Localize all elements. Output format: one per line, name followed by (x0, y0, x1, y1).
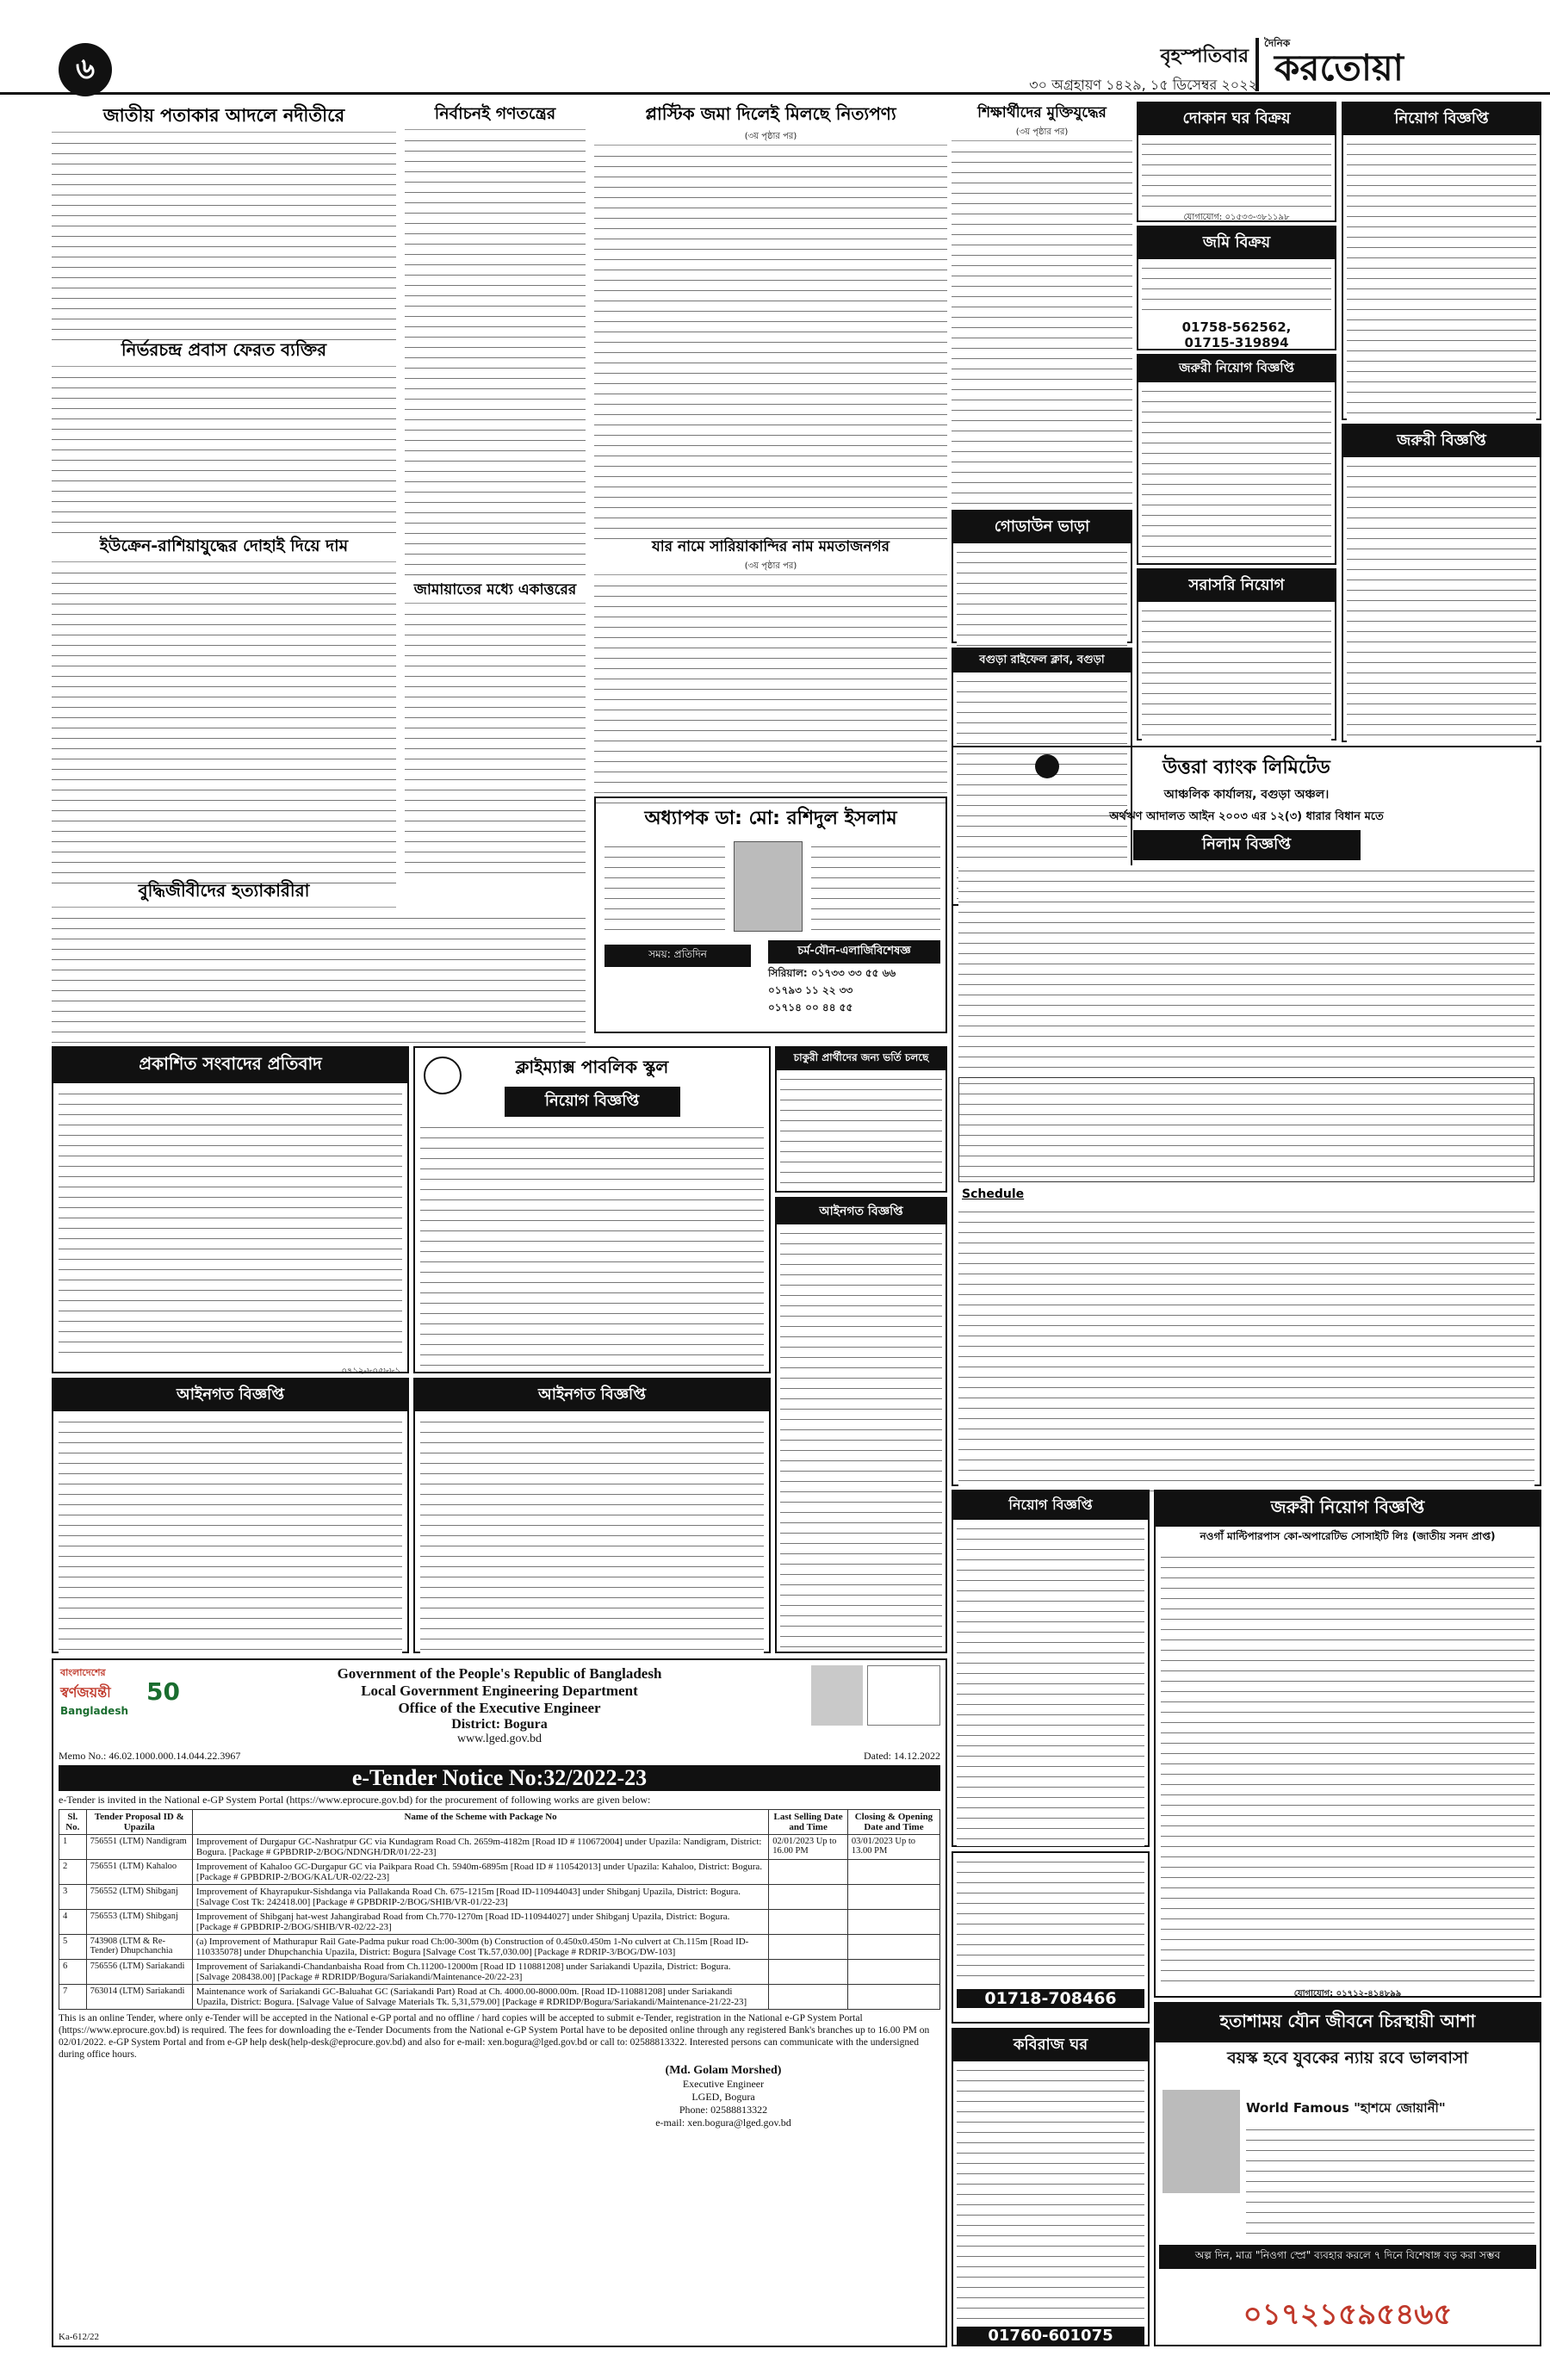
doctor-photo (734, 841, 803, 932)
legal-notice-1 (52, 1378, 409, 1653)
bank-intro (958, 865, 1534, 1072)
tender-cell (769, 1985, 848, 2010)
ad-promise: অল্প দিন, মাত্র "নিওগা স্প্রে" ব্যবহার করলে ৭ দিনে বিশেষাঙ্গ বড় করা সম্ভব (1159, 2245, 1536, 2269)
tender-cell (847, 1985, 939, 2010)
school-logo-icon (424, 1057, 462, 1094)
tender-cell: 3 (59, 1885, 87, 1910)
tender-cell: 02/01/2023 Up to 16.00 PM (769, 1835, 848, 1860)
sexual-health-ad (1154, 2002, 1541, 2346)
ad-body (1142, 386, 1331, 562)
article-title: বুদ্ধিজীবীদের হত্যাকারীরা (52, 878, 396, 908)
tender-cell: Improvement of Shibganj hat-west Jahangirabad Road from Ch.770-1270m [Road ID-110944027] under Shibganj Upazila, District: Bogura. [Package # GPBDRIP-2/BOG/SHIB/VR-02/22-23] (192, 1910, 768, 1935)
ad-phone: ০৭১২-৮০৫৮৮১ (341, 1367, 400, 1376)
masthead-brand-small: দৈনিক (1264, 37, 1291, 49)
bank-schedule-title: Schedule (962, 1187, 1025, 1201)
tender-district: District: Bogura (451, 1717, 548, 1732)
urgent-notice-ad (1342, 424, 1541, 742)
article-body (952, 146, 1132, 518)
tender-cell (847, 1885, 939, 1910)
article-body (52, 567, 396, 886)
article-title: নির্ভরচন্দ্র প্রবাস ফেরত ব্যক্তির (52, 338, 396, 367)
tender-row (59, 1985, 940, 2010)
article-intellectuals (52, 878, 586, 1042)
tender-cell: 763014 (LTM) Sariakandi (86, 1985, 192, 2010)
tender-cell: 756556 (LTM) Sariakandi (86, 1960, 192, 1985)
article-sub: (৩য় পৃষ্ঠার পর) (594, 560, 947, 575)
tender-cell: 756551 (LTM) Kahaloo (86, 1860, 192, 1885)
ad-body (957, 547, 1127, 646)
article-title: ইউক্রেন-রাশিয়াযুদ্ধের দোহাই দিয়ে দাম (52, 534, 396, 562)
shop-sale-ad (1137, 102, 1336, 222)
doctor-phone-3: ০১৭১৪ ০০ ৪৪ ৫৫ (768, 1001, 853, 1013)
article-ukraine-war (52, 534, 396, 878)
ad-sub: বয়স্ক হবে যুবকের ন্যায় রবে ভালবাসা (1227, 2048, 1468, 2067)
bank-notice-title: নিলাম বিজ্ঞপ্তি (1133, 830, 1361, 860)
tender-cell: 743908 (LTM & Re-Tender) Dhupchanchia (86, 1935, 192, 1960)
ad-phone-1: 01758-562562, (1181, 319, 1292, 335)
tender-gov-2: Local Government Engineering Department (361, 1683, 638, 1699)
ad-body (1347, 461, 1536, 745)
protest-notice (52, 1046, 409, 1376)
ad-title: নিয়োগ বিজ্ঞপ্তি (1343, 103, 1540, 135)
ad-title: দোকান ঘর বিক্রয় (1138, 103, 1335, 135)
masthead-day: বৃহস্পতিবার (1160, 46, 1249, 67)
ad-title: জমি বিক্রয় (1138, 227, 1335, 259)
article-body (594, 580, 947, 806)
tender-site[interactable]: www.lged.gov.bd (456, 1732, 542, 1745)
ad-title: আইনগত বিজ্ঞপ্তি (415, 1379, 769, 1411)
ad-title: নিয়োগ বিজ্ঞপ্তি (953, 1491, 1148, 1520)
tender-cell: 5 (59, 1935, 87, 1960)
tender-cell: Improvement of Durgapur GC-Nashratpur GC via Kundagram Road Ch. 2659m-4182m [Road ID # 110672004] under Upazila: Nandigram, District: Bogura. [Package # GPBDRIP-2/BOG/NDNGH/DR/01/22-23] (192, 1835, 768, 1860)
ad-title: প্রকাশিত সংবাদের প্রতিবাদ (53, 1048, 407, 1083)
article-momtaz-nagar (594, 536, 947, 794)
tender-cell (847, 1960, 939, 1985)
tender-row (59, 1960, 940, 1985)
ad-body (1142, 605, 1331, 743)
article-sub: (৩য় পৃষ্ঠার পর) (594, 130, 947, 146)
ad-title: চাকুরী প্রার্থীদের জন্য ভর্তি চলছে (777, 1048, 946, 1070)
tender-memo: Memo No.: 46.02.1000.000.14.044.22.3967 (59, 1750, 241, 1762)
ad-phone: যোগাযোগ: ০১৫৩৩-৩৮১১৯৮ (1183, 213, 1290, 222)
tender-cell: Improvement of Kahaloo GC-Durgapur GC via Paikpara Road Ch. 5940m-6895m [Road ID # 110542013] under Upazila: Kahaloo, District: Bogura. [Package # GPBDRIP-2/BOG/KAL/UR-02/22-23] (192, 1860, 768, 1885)
tender-cell: 756553 (LTM) Shibganj (86, 1910, 192, 1935)
tender-cell (769, 1935, 848, 1960)
ad-body (1142, 263, 1331, 316)
ad-body (59, 1416, 402, 1658)
ad-phone-2: 01715-319894 (1184, 335, 1289, 350)
tender-cell: 7 (59, 1985, 87, 2010)
bank-schedule (958, 1206, 1534, 1499)
tender-col-header: Sl. No. (59, 1810, 87, 1835)
legal-notice-2 (413, 1378, 771, 1653)
urgent-job-ad (1137, 354, 1336, 565)
tender-col-header: Name of the Scheme with Package No (192, 1810, 768, 1835)
article-body (52, 372, 396, 540)
tender-table (59, 1809, 940, 2010)
doctor-phones (768, 966, 940, 1018)
tender-cell (769, 1910, 848, 1935)
direct-job-ad (1137, 568, 1336, 741)
doctor-ad (594, 796, 947, 1033)
godown-ad (952, 510, 1132, 643)
article-body (52, 913, 586, 1051)
article-title: যার নামে সারিয়াকান্দির নাম মমতাজনগর (651, 538, 890, 555)
tender-cell: 756552 (LTM) Shibganj (86, 1885, 192, 1910)
ad-body (1161, 1552, 1534, 1982)
tender-cell: Improvement of Khayrapukur-Sishdanga via Pallakanda Road Ch. 675-1215m [Road ID-110944043] under Shibganj Upazila, District: Bogura. [Salvage Cost Tk: 242418.00] [Package # GPBDRIP-2/BOG/SHIB/VR-01/22-23] (192, 1885, 768, 1910)
tender-signer-phone: Phone: 02588813322 (679, 2104, 768, 2116)
logo-number: 50 (146, 1677, 180, 1706)
tender-cell: Improvement of Sariakandi-Chandanbaisha Road from Ch.11200-12000m [Road ID 110881208] under Sariakandi Upazila, District: Bogura. [Salvage 208438.00] [Package # RDRIDP/Bogura/Sariakandi/Maintenance-20/22-23] (192, 1960, 768, 1985)
tender-cell (769, 1860, 848, 1885)
article-sub: (৩য় পৃষ্ঠার পর) (952, 126, 1132, 141)
herbal-ad (952, 1851, 1150, 2024)
tender-cell: 6 (59, 1960, 87, 1985)
ad-body (780, 1074, 942, 1186)
article-body (52, 138, 396, 344)
ad-body (957, 2065, 1144, 2323)
naogaon-job-notice (952, 1490, 1150, 1847)
article-title: জামায়াতের মধ্যে একাত্তরের (405, 579, 586, 604)
coop-job-notice (1154, 1490, 1541, 1998)
ad-phone: 01760-601075 (957, 2327, 1144, 2345)
logo-line-3: Bangladesh (60, 1705, 129, 1717)
doctor-details (604, 841, 725, 936)
article-title: নির্বাচনই গণতন্ত্রের (405, 102, 586, 130)
ad-title: জরুরী বিজ্ঞপ্তি (1343, 425, 1540, 457)
tender-row (59, 1885, 940, 1910)
tender-cell: 1 (59, 1835, 87, 1860)
ad-title: সরাসরি নিয়োগ (1138, 570, 1335, 602)
tender-signer-title: Executive Engineer (682, 2078, 765, 2090)
tender-ref: Ka-612/22 (59, 2332, 100, 2342)
doctor-phone-1: সিরিয়াল: ০১৭৩৩ ৩৩ ৫৫ ৬৬ (768, 967, 896, 979)
school-notice: নিয়োগ বিজ্ঞপ্তি (505, 1087, 680, 1117)
ad-title: হতাশাময় যৌন জীবনে চিরস্থায়ী আশা (1156, 2004, 1540, 2042)
ad-title: বগুড়া রাইফেল ক্লাব, বগুড়া (953, 649, 1131, 672)
ad-title: আইনগত বিজ্ঞপ্তি (53, 1379, 407, 1411)
article-expatriate (52, 338, 396, 531)
tender-signer: (Md. Golam Morshed) (665, 2064, 782, 2077)
article-body (405, 609, 586, 880)
bank-law: অর্থঋণ আদালত আইন ২০০৩ এর ১২(৩) ধারার বিধান মতে (1109, 810, 1384, 823)
bank-auction-notice (952, 746, 1541, 1486)
article-students (952, 102, 1132, 506)
tender-signer-email: e-mail: xen.bogura@lged.gov.bd (655, 2117, 791, 2129)
ad-body (420, 1122, 764, 1372)
masthead-date: ৩০ অগ্রহায়ণ ১৪২৯, ১৫ ডিসেম্বর ২০২২ (1029, 77, 1257, 93)
ad-title: গোডাউন ভাড়া (953, 511, 1131, 543)
mujib-logo-icon (867, 1665, 940, 1726)
tender-title: e-Tender Notice No:32/2022-23 (59, 1765, 940, 1791)
tender-footer: This is an online Tender, where only e-Tender will be accepted in the National e-GP portal and no offline / hard copies will be accepted to submit e-Tender, registration in the National e-GP System Portal (https://www.eprocure.gov.bd) is required. The fees for downloading the e-Tender Documents from the National e-GP System Portal have to be deposited online through any registered Bank's branches up to 16.00 PM on 02/01/2022. e-GP System Portal and from e-GP help desk(help-desk@eprocure.gov.bd) and also for e-mail: xen.bogura@lged.gov.bd or call to: 02588813322. Interested persons can communicate with the undersigned during office hours. (59, 2013, 930, 2060)
ad-title: কবিরাজ ঘর (953, 2030, 1148, 2061)
logo-line-1: বাংলাদেশের (60, 1667, 106, 1678)
ad-body (420, 1416, 764, 1658)
ad-body (1142, 139, 1331, 208)
ad-phone: 01718-708466 (957, 1989, 1144, 2008)
ad-body (957, 1856, 1144, 1986)
article-body (594, 151, 947, 549)
tender-cell (847, 1910, 939, 1935)
tender-intro: e-Tender is invited in the National e-GP System Portal (https://www.eprocure.gov.bd) for the procurement of following works are given below: (59, 1794, 651, 1806)
ad-title: জরুরী নিয়োগ বিজ্ঞপ্তি (1138, 356, 1335, 382)
ad-product: World Famous "হাশমে জোয়ানী" (1246, 2100, 1446, 2116)
tender-row (59, 1910, 940, 1935)
page-number-badge: ৬ (59, 43, 112, 96)
tender-cell: 2 (59, 1860, 87, 1885)
bank-name: উত্তরা ব্যাংক লিমিটেড (1162, 757, 1330, 778)
logo-line-2: স্বর্ণজয়ন্তী (60, 1684, 111, 1701)
ad-body (1246, 2124, 1534, 2236)
ad-title: আইনগত বিজ্ঞপ্তি (777, 1199, 946, 1224)
ad-body (957, 1523, 1144, 1846)
article-body (405, 135, 586, 583)
tender-row (59, 1935, 940, 1960)
bank-table (958, 1077, 1534, 1182)
doctor-time: সময়: প্রতিদিন (604, 945, 751, 967)
tender-row (59, 1860, 940, 1885)
tender-row (59, 1835, 940, 1860)
tender-col-header: Last Selling Date and Time (769, 1810, 848, 1835)
tender-cell (769, 1960, 848, 1985)
coop-sub: নওগাঁ মাল্টিপারপাস কো-অপারেটিভ সোসাইটি লিঃ (জাতীয় সনদ প্রাপ্ত) (1200, 1530, 1496, 1542)
tender-gov-1: Government of the People's Republic of Bangladesh (337, 1665, 662, 1682)
masthead (0, 0, 1550, 95)
article-national-flag (52, 102, 396, 334)
bank-logo-icon (1035, 754, 1059, 778)
e-tender-notice (52, 1658, 947, 2347)
ad-title: জরুরী নিয়োগ বিজ্ঞপ্তি (1156, 1491, 1540, 1527)
article-jamaat (405, 579, 586, 876)
ad-body (1347, 139, 1536, 423)
tender-col-header: Tender Proposal ID & Upazila (86, 1810, 192, 1835)
doctor-specialty: চর্ম-যৌন-এলার্জিবিশেষজ্ঞ (768, 940, 940, 964)
article-election (405, 102, 586, 575)
ad-phone: ০১৭২১৫৯৫৪৬৫ (1243, 2297, 1453, 2332)
tender-col-header: Closing & Opening Date and Time (847, 1810, 939, 1835)
ad-body (59, 1088, 402, 1360)
ad-body (780, 1228, 942, 1650)
golden-jubilee-logo (60, 1665, 189, 1726)
article-plastic (594, 102, 947, 532)
tender-cell: 756551 (LTM) Nandigram (86, 1835, 192, 1860)
article-title: প্লাস্টিক জমা দিলেই মিলছে নিত্যপণ্য (645, 103, 896, 124)
masthead-brand: করতোয়া (1274, 46, 1404, 89)
tender-cell (847, 1935, 939, 1960)
ad-phone: যোগাযোগ: ০১৭১২-৪১৪৮৯৯ (1293, 1989, 1402, 1999)
doctor-photo (1162, 2090, 1240, 2193)
tender-gov-3: Office of the Executive Engineer (398, 1700, 601, 1716)
tender-cell: (a) Improvement of Mathurapur Rail Gate-Padma pukur road Ch:00-300m (b) Construction of 0.450x0.450m 1-No culvert at Ch.115m [Road ID-110335078] under Dhupchanchia Upazila, District: Bogura [Salvage Cost Tk.57,030.00] [Package # RDRIP-3/BOG/DW-103] (192, 1935, 768, 1960)
doctor-name: অধ্যাপক ডা: মো: রশিদুল ইসলাম (644, 808, 897, 829)
doctor-phone-2: ০১৭৯৩ ১১ ২২ ৩৩ (768, 984, 853, 996)
school-name: ক্লাইম্যাক্স পাবলিক স্কুল (515, 1057, 669, 1077)
kabiraj-ad (952, 2028, 1150, 2346)
tender-cell: 03/01/2023 Up to 13.00 PM (847, 1835, 939, 1860)
tender-signer-org: LGED, Bogura (691, 2091, 755, 2103)
doctor-qualifications (811, 841, 940, 936)
tender-cell: Maintenance work of Sariakandi GC-Baluahat GC (Sariakandi Part) Road at Ch. 4000.00-8000.00m. [Road ID-110881208] under Sariakandi Upazila, District: Bogura. [Salvage Value of Salvage Materials Tk. 5,31,579.00] [Package # RDRIDP/Bogura/Sariakandi/Maintenance-21/22-23] (192, 1985, 768, 2010)
job-ad-1 (1342, 102, 1541, 420)
portrait-icon (811, 1665, 863, 1726)
legal-notice-3 (775, 1197, 947, 1653)
article-title: শিক্ষার্থীদের মুক্তিযুদ্ধের (977, 104, 1107, 121)
article-title: জাতীয় পতাকার আদলে নদীতীরে (52, 102, 396, 133)
job-seekers-ad (775, 1046, 947, 1193)
tender-cell (847, 1860, 939, 1885)
land-sale-ad (1137, 226, 1336, 350)
tender-date: Dated: 14.12.2022 (864, 1750, 940, 1762)
tender-cell: 4 (59, 1910, 87, 1935)
tender-cell (769, 1885, 848, 1910)
bank-office: আঞ্চলিক কার্যালয়, বগুড়া অঞ্চল। (1163, 788, 1330, 802)
school-job-notice (413, 1046, 771, 1373)
